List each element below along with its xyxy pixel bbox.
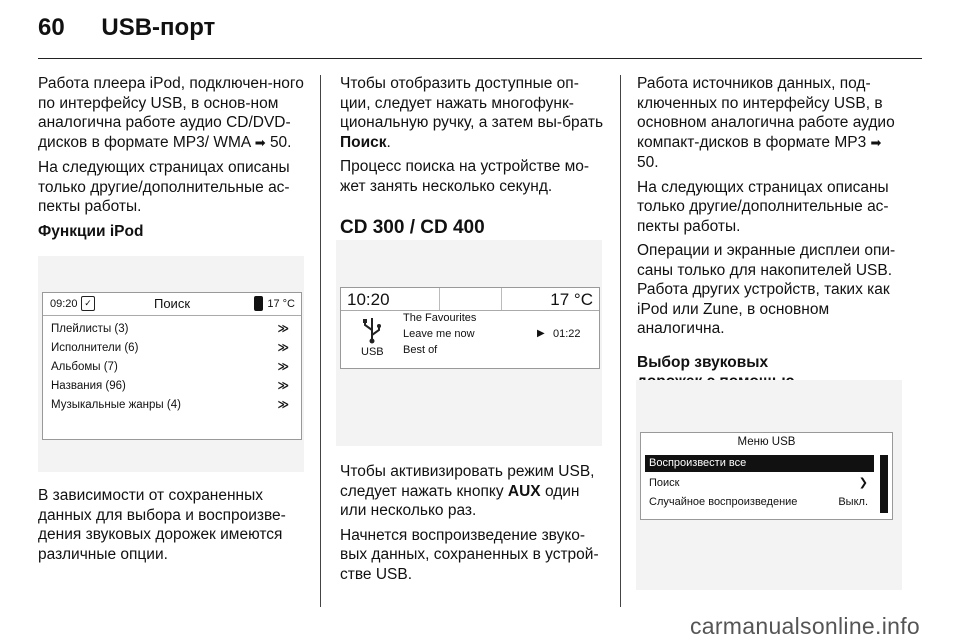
chevron-right-icon: ≫ <box>277 399 289 411</box>
list-item[interactable]: Названия (96) ≫ <box>51 377 293 396</box>
usb-menu-screen <box>640 432 893 520</box>
paragraph: Чтобы отобразить доступные оп-ции, следует нажать многофунк-циональную ручку, а затем вы-брать Поиск. <box>340 75 604 151</box>
phone-icon <box>254 296 263 311</box>
page-ref-icon: ➡ <box>254 135 266 151</box>
column-2 <box>340 74 608 256</box>
column-3 <box>637 74 907 423</box>
list-item[interactable]: Плейлисты (3) ≫ <box>51 320 293 339</box>
screen-title: Меню USB <box>737 436 796 448</box>
source-label: USB <box>361 346 384 358</box>
play-icon: ▶ <box>537 328 545 339</box>
page-ref-icon: ➡ <box>870 135 882 151</box>
track-item: Best of <box>403 344 438 356</box>
column-2-bottom <box>340 462 608 589</box>
page-header <box>38 14 215 42</box>
list-item[interactable]: Альбомы (7) ≫ <box>51 358 293 377</box>
status-bar <box>43 293 301 316</box>
column-1-bottom <box>38 486 308 569</box>
paragraph: Работа плеера iPod, подключен-ного по интерфейсу USB, в основ-ном аналогична работе аудио CD/DVD-дисков в формате MP3/ WMA ➡ 50. <box>38 75 304 151</box>
header-rule <box>38 58 922 59</box>
menu-item-search[interactable]: Поиск ❯ <box>645 475 874 492</box>
chevron-right-icon: ❯ <box>858 477 868 489</box>
paragraph: Операции и экранные дисплеи опи-саны только для накопителей USB. Работа других устройств, таких как iPod или Zune, в основном аналогична. <box>637 242 896 337</box>
paragraph: На следующих страницах описаны только другие/дополнительные ас-пекты работы. <box>637 178 889 235</box>
shuffle-value: Выкл. <box>838 496 868 508</box>
track-item: The Favourites <box>403 312 477 324</box>
screen-title: Поиск <box>153 296 191 311</box>
paragraph: В зависимости от сохраненных данных для выбора и воспроизве-дения звуковых дорожек имеются различные опции. <box>38 487 286 563</box>
checkmark-icon: ✓ <box>81 296 95 311</box>
list-item[interactable]: Исполнители (6) ≫ <box>51 339 293 358</box>
ipod-search-screen <box>42 292 302 440</box>
usb-icon <box>361 316 383 344</box>
cd-usb-screen <box>340 287 600 369</box>
play-time: 01:22 <box>553 328 581 340</box>
page-title: USB-порт <box>101 14 216 41</box>
section-heading: Функции iPod <box>38 222 144 240</box>
divider <box>501 288 502 310</box>
section-heading: CD 300 / CD 400 <box>340 217 485 238</box>
top-rule <box>341 310 599 311</box>
site-watermark: carmanualsonline.info <box>689 613 920 639</box>
paragraph: Процесс поиска на устройстве мо-жет занять несколько секунд. <box>340 158 590 195</box>
column-divider-1 <box>320 75 321 607</box>
clock: 10:20 <box>347 290 390 309</box>
section-heading: Выбор звуковых <box>637 353 769 371</box>
paragraph: Чтобы активизировать режим USB, следует нажать кнопку AUX один или несколько раз. <box>340 463 595 519</box>
clock: 09:20 <box>50 298 78 310</box>
chevron-right-icon: ≫ <box>277 380 289 392</box>
divider <box>439 288 440 310</box>
paragraph: Начнется воспроизведение звуко-вых данных, сохраненных в устрой-стве USB. <box>340 526 599 583</box>
temperature: 17 °C <box>267 298 295 310</box>
menu-item-play-all[interactable]: Воспроизвести все <box>645 455 874 472</box>
temperature: 17 °C <box>550 290 593 309</box>
page-number: 60 <box>38 14 65 41</box>
search-list <box>43 316 301 419</box>
paragraph: На следующих страницах описаны только другие/дополнительные ас-пекты работы. <box>38 159 290 215</box>
menu-item-shuffle[interactable]: Случайное воспроизведение Выкл. <box>645 494 874 511</box>
chevron-right-icon: ≫ <box>277 342 289 354</box>
chevron-right-icon: ≫ <box>277 323 289 335</box>
column-1 <box>38 74 308 253</box>
list-item[interactable]: Музыкальные жанры (4) ≫ <box>51 396 293 415</box>
paragraph: Работа источников данных, под-ключенных по интерфейсу USB, в основном аналогична работе аудио компакт-дисков в формате MP3 ➡ 50. <box>637 75 895 171</box>
scrollbar[interactable] <box>880 455 888 513</box>
chevron-right-icon: ≫ <box>277 361 289 373</box>
column-divider-2 <box>620 75 621 607</box>
track-item: Leave me now <box>403 328 475 340</box>
